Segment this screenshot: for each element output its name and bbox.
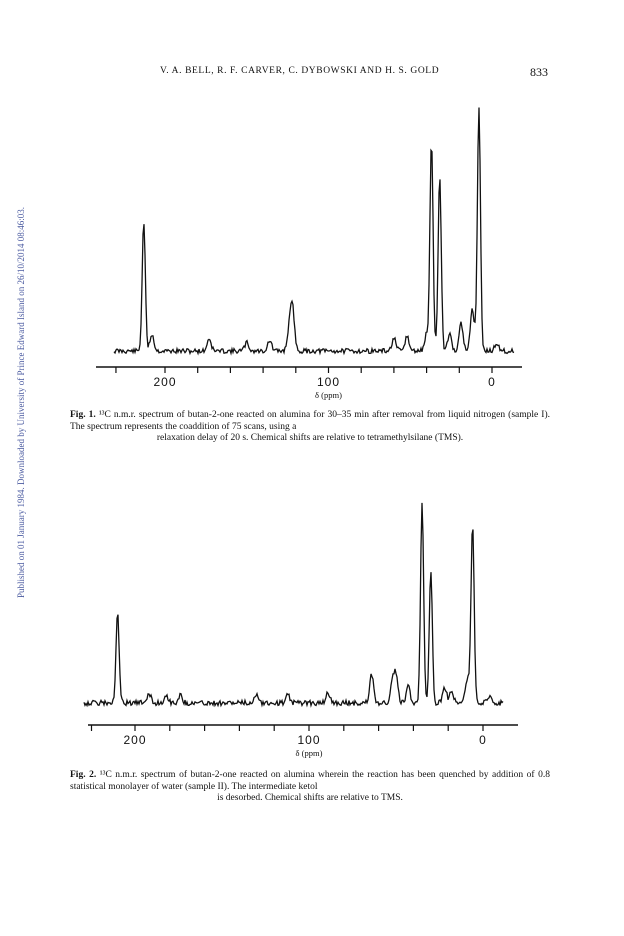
figure-2-caption-last-line: is desorbed. Chemical shifts are relative to TMS. <box>217 793 403 803</box>
figure-1-spectrum <box>0 95 624 400</box>
figure-1-caption-last-line: relaxation delay of 20 s. Chemical shifts are relative to tetramethylsilane (TMS). <box>156 433 464 443</box>
figure-1-caption-text: ¹³C n.m.r. spectrum of butan-2-one reacted on alumina for 30–35 min after removal from liquid nitrogen (sample I). The spectrum represents the coaddition of 75 scans, using a <box>70 410 550 432</box>
figure-1-tick-label-100: 100 <box>316 375 341 389</box>
figure-1-caption-label: Fig. 1. <box>70 410 96 420</box>
figure-1-tick-label-200: 200 <box>153 375 177 389</box>
figure-2-axis-title: δ (ppm) <box>295 748 323 758</box>
figure-2-caption-text: ¹³C n.m.r. spectrum of butan-2-one reacted on alumina wherein the reaction has been quenched by addition of 0.8 statistical monolayer of water (sample II). The intermediate ketol <box>70 770 550 792</box>
running-head: V. A. BELL, R. F. CARVER, C. DYBOWSKI AND H. S. GOLD <box>160 66 440 76</box>
figure-1-axis-title: δ (ppm) <box>315 390 342 400</box>
figure-2-spectrum <box>0 478 624 768</box>
figure-1-caption <box>70 410 550 445</box>
figure-1-tick-label-0: 0 <box>488 375 496 389</box>
figure-1-trace <box>114 108 514 354</box>
figure-1-ticks <box>116 367 492 373</box>
figure-2-tick-label-0: 0 <box>479 733 487 747</box>
page-number: 833 <box>530 65 548 79</box>
figure-2-caption <box>70 770 550 805</box>
figure-2-ticks <box>92 725 484 731</box>
figure-2-tick-label-100: 100 <box>297 733 321 747</box>
figure-2-tick-label-200: 200 <box>123 733 147 747</box>
download-notice-text: Published on 01 January 1984. Downloaded by University of Prince Edward Island on 26/10/2014 08:46:03. <box>16 207 26 598</box>
figure-2-trace <box>84 503 503 706</box>
figure-2-caption-label: Fig. 2. <box>70 770 97 780</box>
